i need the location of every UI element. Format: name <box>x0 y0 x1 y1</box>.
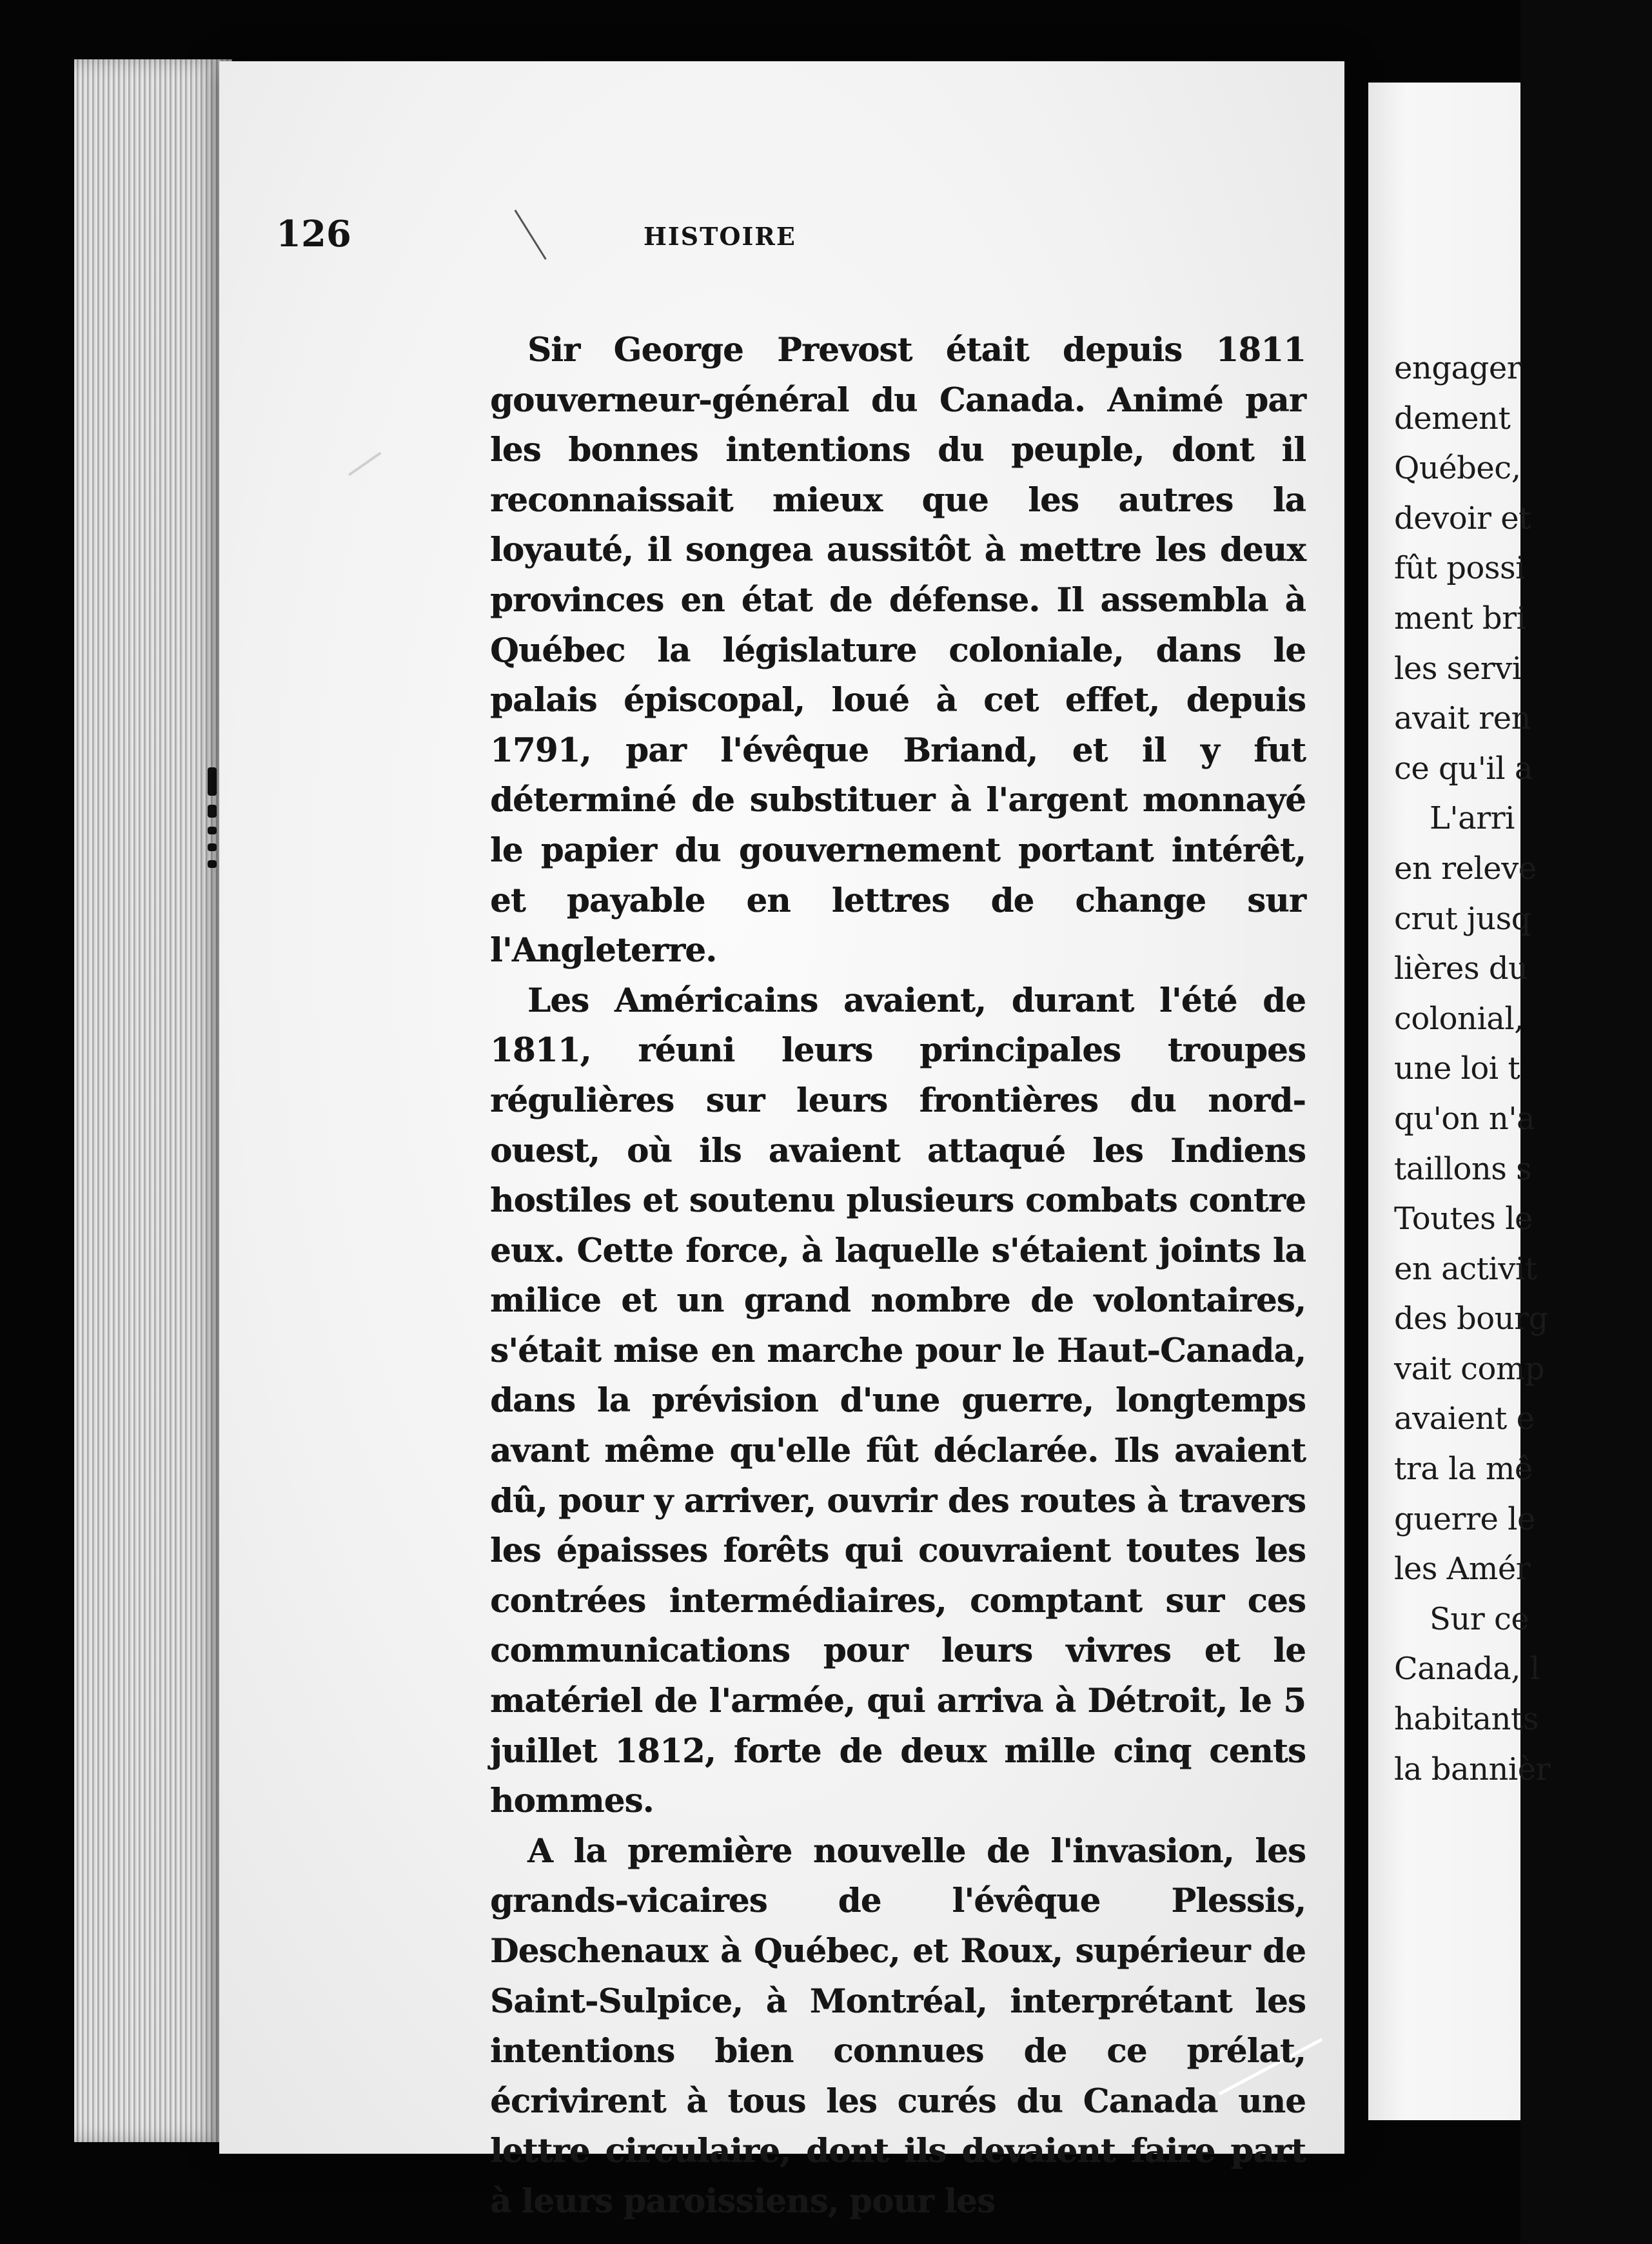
facing-page-line: colonial, <box>1394 1000 1524 1037</box>
facing-page-line: la bannièr <box>1394 1751 1551 1787</box>
facing-page-line: engager <box>1394 350 1522 386</box>
facing-page-line: en activit <box>1394 1250 1537 1287</box>
paragraph: Les Américains avaient, durant l'été de 1811, réuni leurs principales troupes régulières sur leurs frontières du nord-ouest, où ils avaient attaqué les Indiens hostiles et soutenu plusieurs combats contre eux. Cette force, à laquelle s'étaient joints la milice et un grand nombre de volontaires, s'était mise en marche pour le Haut-Canada, dans la prévision d'une guerre, longtemps avant même qu'elle fût déclarée. Ils avaient dû, pour y arriver, ouvrir des routes à travers les épaisses forêts qui couvraient toutes les contrées intermédiaires, comptant sur ces communications pour leurs vivres et le matériel de l'armée, qui arriva à Détroit, le 5 juillet 1812, forte de deux mille cinq cents hommes. <box>490 981 1306 1821</box>
facing-page-line: devoir et <box>1394 500 1531 536</box>
facing-page-line: Toutes le <box>1394 1201 1533 1237</box>
page-number: 126 <box>276 213 351 255</box>
facing-page-line: tra la mê <box>1394 1451 1533 1488</box>
facing-page-line: des bourg <box>1394 1301 1548 1337</box>
facing-page-line: fût possi <box>1394 550 1525 587</box>
facing-page-line: avaient e <box>1394 1401 1535 1437</box>
facing-page-line: L'arri <box>1430 800 1515 837</box>
paragraph: Sir George Prevost était depuis 1811 gouverneur-général du Canada. Animé par les bonnes intentions du peuple, dont il reconnaissait mieux que les autres la loyauté, il songea aussitôt à mettre les deux provinces en état de défense. Il assembla à Québec la législature coloniale, dans le palais épiscopal, loué à cet effet, depuis 1791, par l'évêque Briand, et il y fut déterminé de substituer à l'argent monnayé le papier du gouvernement portant intérêt, et payable en lettres de change sur l'Angleterre. <box>490 331 1306 970</box>
paragraph: A la première nouvelle de l'invasion, les grands-vicaires de l'évêque Plessis, Deschenaux à Québec, et Roux, supérieur de Saint-Sulpice, à Montréal, interprétant les intentions bien connues de ce prélat, écrivirent à tous les curés du Canada une lettre circulaire, dont ils devaient faire part à leurs paroissiens, pour les <box>490 1831 1306 2221</box>
facing-page <box>1368 83 1551 2120</box>
facing-page-line: ce qu'il a <box>1394 750 1533 787</box>
facing-page-line: habitants <box>1394 1701 1539 1738</box>
scan-artifact <box>348 452 381 477</box>
facing-page-line: avait ren <box>1394 700 1531 737</box>
facing-page-line: Sur ce <box>1430 1600 1529 1637</box>
facing-page-line: lières du <box>1394 950 1528 987</box>
facing-page-text <box>1394 344 1652 1795</box>
running-head: HISTOIRE <box>644 222 796 251</box>
facing-page-line: Québec, <box>1394 450 1521 487</box>
facing-page-line: taillons s <box>1394 1150 1532 1187</box>
facing-page-line: une loi t <box>1394 1050 1520 1087</box>
facing-page-line: Canada, l <box>1394 1651 1540 1688</box>
facing-page-line: ment bri <box>1394 600 1526 636</box>
facing-page-line: guerre le <box>1394 1501 1535 1537</box>
facing-page-line: en releve <box>1394 850 1537 887</box>
page-header <box>276 213 1101 264</box>
book-fore-edge <box>74 59 232 2142</box>
facing-page-line: qu'on n'a <box>1394 1100 1535 1137</box>
facing-page-line: dement <box>1394 400 1511 437</box>
facing-page-line: vait comp <box>1394 1350 1545 1387</box>
facing-page-line: crut jusq <box>1394 900 1531 937</box>
body-text <box>490 326 1306 2227</box>
facing-page-line: les Amér <box>1394 1551 1531 1588</box>
facing-page-line: les servi <box>1394 650 1522 687</box>
